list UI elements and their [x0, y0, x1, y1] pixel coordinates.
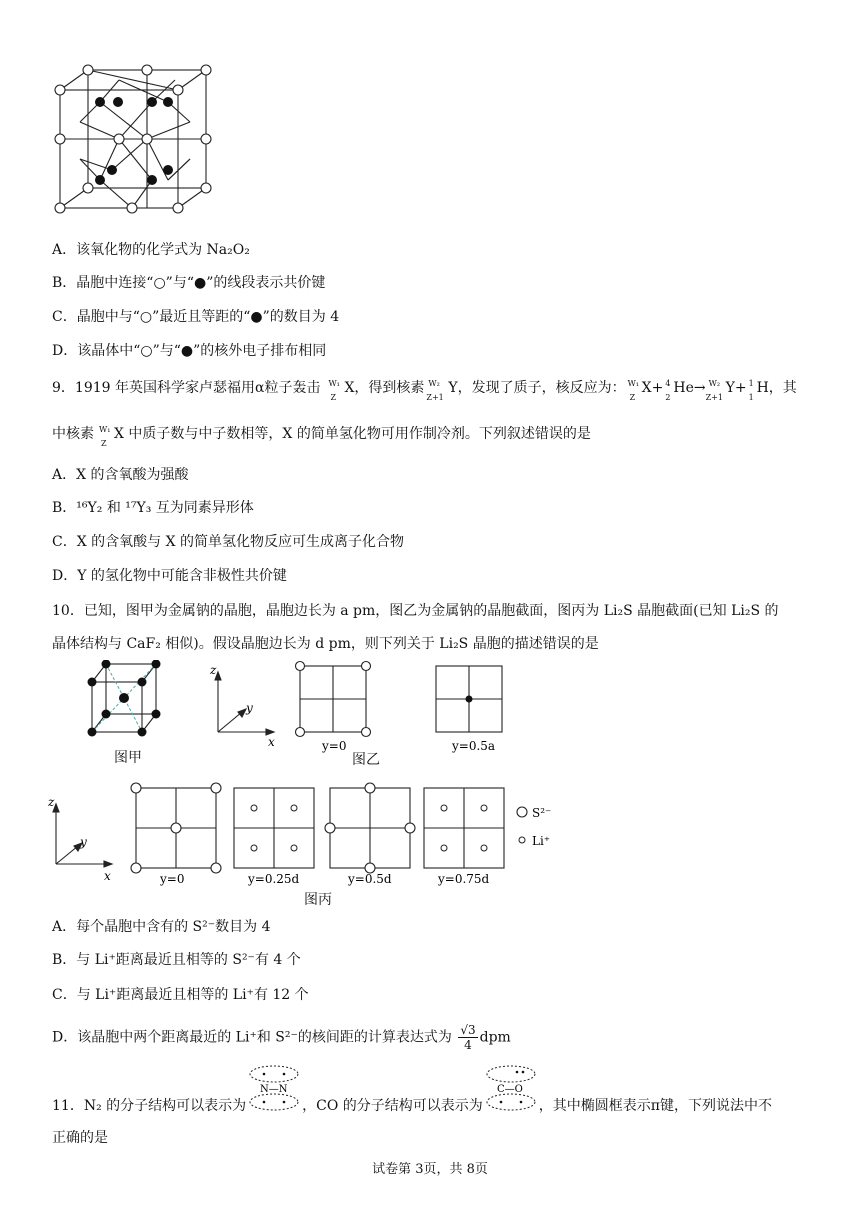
figure-yi-sections: [292, 660, 512, 760]
axis-z-label: z: [210, 664, 217, 677]
q9-option-d: D．Y 的氢化物中可能含非极性共价键: [52, 568, 287, 584]
q11-stem-line1: 11．N₂ 的分子结构可以表示为 N—N ，CO 的分子结构可以表示为 C—O ，其中椭圆框表示π键，下列说法中不: [52, 1096, 772, 1116]
q8-option-d: D．该晶体中“○”与“●”的核外电子排布相同: [52, 343, 327, 359]
svg-text:C—O: C—O: [496, 1084, 523, 1095]
axis-x-label: x: [268, 735, 275, 748]
svg-text:N—N: N—N: [260, 1084, 288, 1095]
yi-label-0: y=0: [322, 739, 347, 753]
figure-bing-caption: 图丙: [304, 892, 332, 908]
figure-jia-caption: 图甲: [114, 750, 142, 766]
figure-jia-bcc-cell: [84, 660, 174, 744]
q9-stem-line2: 中核素 W₁ Z X 中质子数与中子数相等，X 的简单氢化物可用作制冷剂。下列叙述错误的是: [52, 425, 591, 448]
q10-option-d: D．该晶胞中两个距离最近的 Li⁺和 S²⁻的核间距的计算表达式为 $\frac{√3}{4}$ dpm: [52, 1023, 511, 1052]
axes-bing: [46, 794, 116, 884]
axis-x-label: x: [104, 869, 111, 883]
crystal-cell-figure: [52, 62, 212, 220]
q8-option-b: B．晶胞中连接“○”与“●”的线段表示共价键: [52, 275, 326, 291]
yi-label-1: y=0.5a: [452, 739, 496, 753]
axis-z-label: z: [48, 795, 55, 809]
q9-stem-line1: 9．1919 年英国科学家卢瑟福用α粒子轰击 W₁ Z X，得到核素 W₂ Z+1 Y，发现了质子，核反应为： W₁ Z X+ 4 2 He→ W₂ Z+1 Y+ 1 1 H，其: [52, 379, 797, 402]
bing-label-0: y=0: [160, 872, 185, 886]
legend-li: Li⁺: [532, 834, 551, 848]
q10-option-c: C．与 Li⁺距离最近且相等的 Li⁺有 12 个: [52, 987, 309, 1003]
axes-yi: [208, 664, 278, 748]
axis-y-label: y: [80, 835, 87, 849]
q8-option-c: C．晶胞中与“○”最近且等距的“●”的数目为 4: [52, 309, 340, 325]
q10-option-a: A．每个晶胞中含有的 S²⁻数目为 4: [52, 919, 271, 935]
bing-label-1: y=0.25d: [248, 872, 300, 886]
q9-option-a: A．X 的含氧酸为强酸: [52, 467, 189, 483]
fraction: $\frac{√3}{4}$: [460, 1023, 476, 1052]
q10-stem-line2: 晶体结构与 CaF₂ 相似)。假设晶胞边长为 d pm，则下列关于 Li₂S 晶胞的描述错误的是: [52, 636, 599, 652]
legend-s: S²⁻: [532, 806, 552, 820]
q9-option-b: B．¹⁶Y₂ 和 ¹⁷Y₃ 互为同素异形体: [52, 500, 254, 516]
bing-label-3: y=0.75d: [438, 872, 490, 886]
q10-option-b: B．与 Li⁺距离最近且相等的 S²⁻有 4 个: [52, 952, 301, 968]
co-structure-icon: [483, 1084, 539, 1116]
q8-option-a: A．该氧化物的化学式为 Na₂O₂: [52, 242, 250, 258]
q11-stem-line2: 正确的是: [52, 1130, 108, 1146]
figure-yi-caption: 图乙: [352, 752, 380, 768]
q10-stem-line1: 10．已知，图甲为金属钠的晶胞，晶胞边长为 a pm，图乙为金属钠的晶胞截面，图丙为 Li₂S 晶胞截面(已知 Li₂S 的: [52, 603, 779, 619]
n2-structure-icon: [246, 1084, 302, 1116]
q9-option-c: C．X 的含氧酸与 X 的简单氢化物反应可生成离子化合物: [52, 534, 404, 550]
bing-label-2: y=0.5d: [348, 872, 392, 886]
figure-bing-sections: [128, 780, 558, 890]
axis-y-label: y: [246, 701, 253, 715]
page-footer: 试卷第 3页，共 8页: [372, 1162, 488, 1177]
